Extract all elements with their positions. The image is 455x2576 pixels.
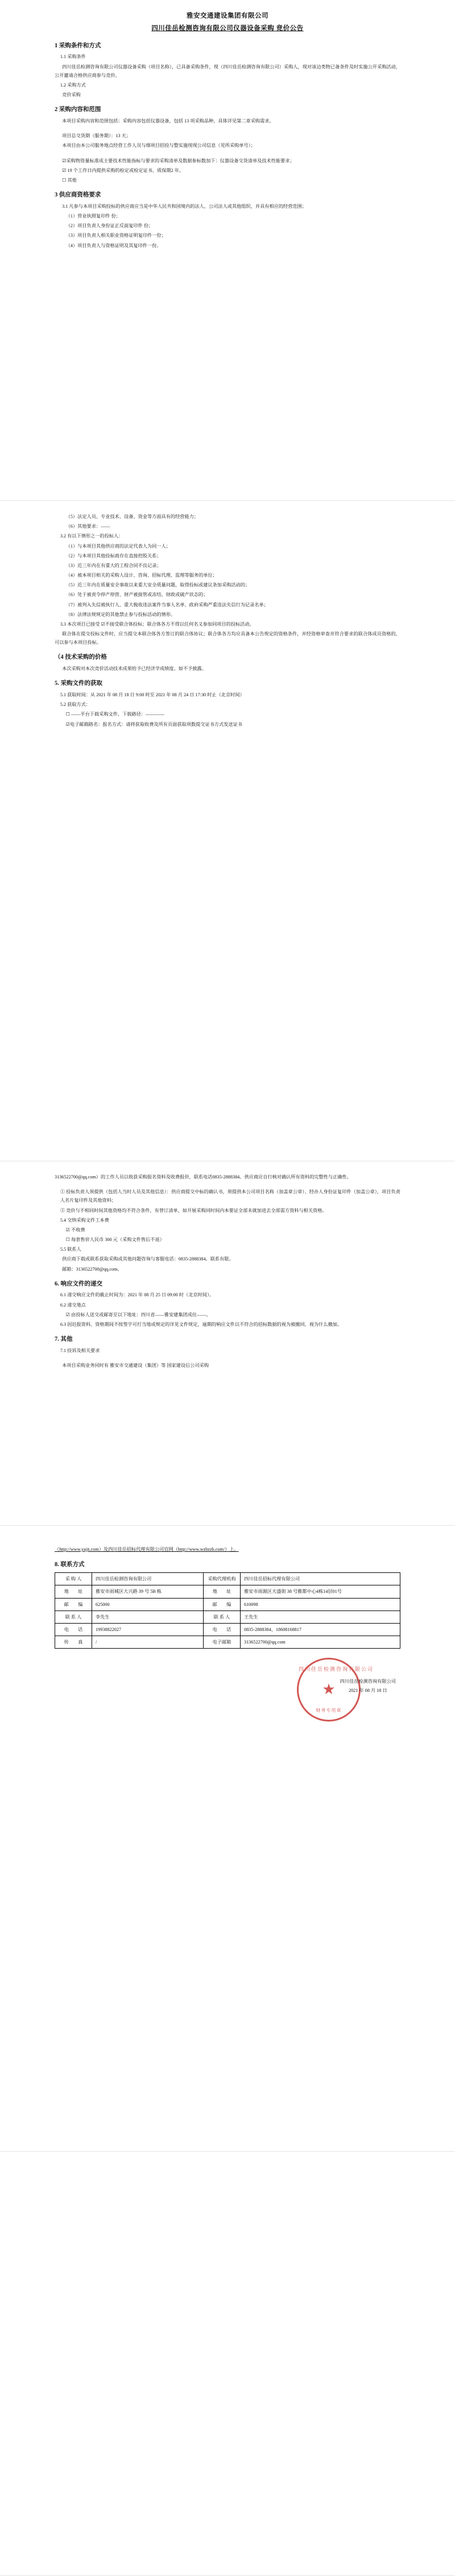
cell-label: 传 真 — [55, 1636, 92, 1648]
list-item: （1）营业执照复印件 份； — [65, 213, 121, 219]
section-heading-5: 5. 采购文件的获取 — [55, 680, 102, 687]
section-1-2-text: 竞价采购 — [62, 92, 81, 98]
cell-label: 采购代理机构 — [203, 1573, 240, 1585]
section-5-4-label: 5.4 交纳采购文件工本费 — [60, 1217, 109, 1223]
list-item: （4）被本项目相关的采购人设计、咨询、招标代理、监理等服务的单位； — [65, 573, 217, 578]
list-item: （1）与本项目其他供应商的法定代表人为同一人； — [65, 543, 171, 549]
page-title — [55, 10, 400, 35]
cell-value: 雅安市雨源区天盛街 38 号雅都中心4栋14层01号 — [240, 1585, 400, 1598]
table-row — [55, 1573, 400, 1585]
section-4-text: 本次采购对本次竞价活动技术成果给予已经济学成绩度。如不予披露。 — [62, 666, 206, 672]
cell-label: 联 系 人 — [55, 1610, 92, 1623]
section-5-5-label: 5.5 联系人 — [60, 1247, 81, 1252]
section-3-note: 联合体在提交投标文件时，应当提交本联合体各方签订的联合体协议；联合体各方均应具备本公告规定的资格条件，并经资格审查并符合要求的联合体成员资格的，可以参与本项目投标。 — [55, 631, 400, 646]
cell-label: 电 话 — [55, 1623, 92, 1636]
list-item: （6）其他要求：—— — [65, 524, 110, 529]
document-page-2 — [0, 501, 455, 1161]
section-7-links[interactable]: （http://www.yajjt.com）及四川佳岳招标代理有限公司官网（http://www.wzbzzb.com/）上。 — [55, 1547, 239, 1552]
signature-date: 2021 年 08 月 18 日 — [349, 1688, 387, 1694]
section-heading-6: 6. 响应文件的递交 — [55, 1280, 102, 1287]
stamp-bottom-text: 财务专用章 — [316, 1708, 342, 1714]
acquire-option-download[interactable]: ☐ ——平台下载采购文件，下载路径：———— — [65, 712, 164, 717]
table-row — [55, 1585, 400, 1598]
section-7-1-label: 7.1 投诉及相关要求 — [60, 1347, 100, 1353]
cell-value: 3136522700@qq.com — [240, 1636, 400, 1648]
cell-value: / — [92, 1636, 204, 1648]
section-3-1-text: 3.1 凡参与本项目采购投标的供应商应当是中华人民共和国境内的法人、公司法人或其他组织，并具有相应的经营范围； — [62, 203, 307, 209]
title-line-2: 四川佳岳检测咨询有限公司仪器设备采购 竞价公告 — [151, 24, 304, 32]
cell-value: 625000 — [92, 1598, 204, 1610]
list-item: （2）项目负责人身份证正反面复印件 份； — [65, 223, 154, 229]
section-heading-3: 3 供应商资格要求 — [55, 192, 101, 199]
list-item: （4）项目负责人与资格证明及其复印件一份。 — [65, 243, 162, 248]
list-item: （7）被列入失信被执行人、重大税收违法案件当事人名单、政府采购严重违法失信行为记录名单； — [65, 602, 268, 607]
cell-label: 邮 编 — [55, 1598, 92, 1610]
list-item: （2）与本项目其他投标商存在直接控股关系； — [65, 553, 162, 558]
list-item: ① 投标负责人须提供（包括人当时人员及其他信息）：供应商提交中标的确认书，须提供本公司项目名称（加盖章公章）、经办人身份证复印件（加盖公章），项目负责人名片复印件及其他资料； — [60, 1189, 400, 1203]
cell-label: 地 址 — [55, 1585, 92, 1598]
list-item: （3）近三年内在有重大的工程合同不良记录； — [65, 562, 162, 568]
delivery-option-mail[interactable]: ☑ 由投标人送交或邮寄至以下地址：四川省——雅安建集团成住——。 — [65, 1312, 211, 1317]
section-2-text-6: ☐ 其他 — [62, 177, 77, 183]
cell-value: 四川佳岳招标代理有限公司 — [240, 1573, 400, 1585]
cell-value: 雅安市雨城区大兴路 39 号 5B 栋 — [92, 1585, 204, 1598]
section-heading-8: 8. 联系方式 — [55, 1561, 85, 1568]
section-1-1-label: 1.1 采购条件 — [60, 54, 86, 60]
list-item: （3）项目负责人相关职业资格证明复印件一份； — [65, 233, 166, 239]
section-heading-2: 2 采购内容和范围 — [55, 106, 101, 113]
cell-label: 电子邮箱 — [203, 1636, 240, 1648]
cell-value: 610098 — [240, 1598, 400, 1610]
list-item: （5）近三年内在质量安全事故以来重大安全质量问题，取得投标或建议条加采购活动的； — [65, 582, 250, 588]
section-1-2-label: 1.2 采购方式 — [60, 82, 86, 88]
stamp-top-text: 四川佳岳检测咨询有限公司 — [299, 1666, 374, 1673]
section-5-2-label: 5.2 获取方式： — [60, 702, 91, 708]
section-2-text-1: 本项目采购内容和范围包括：采购内容包括仪器设备，包括 13 项采购品种，具体详见第二章采购需求。 — [62, 118, 274, 124]
cell-value: 0835-2888384、18608168817 — [240, 1623, 400, 1636]
section-2-text-3: 本项目由本公司服务地点经营工作人员与细项目招投与整实施现现公司信息（见所采购单号）； — [62, 143, 255, 149]
table-row — [55, 1636, 400, 1648]
star-icon: ★ — [322, 1681, 336, 1698]
signature-text — [340, 1677, 396, 1696]
section-7-text: 本项目采购业务同时有 雅安市交通建设（集团）等 国家建设后公司采购 — [62, 1363, 209, 1369]
cell-label: 地 址 — [203, 1585, 240, 1598]
table-row — [55, 1623, 400, 1636]
document-page-3 — [0, 1161, 455, 1526]
contact-table — [55, 1572, 400, 1649]
signature-block — [55, 1654, 400, 1740]
cell-label: 采 购 人 — [55, 1573, 92, 1585]
section-heading-1: 1 采购条件和方式 — [55, 42, 101, 49]
document-page-1 — [0, 0, 455, 501]
cell-value: 19938822027 — [92, 1623, 204, 1636]
section-2-text-4: ☑采购物资量标准成主要技术性能指标与要求的采购清单及数据参标数加下：仪器设备交货清单及技术性能要求； — [62, 158, 295, 163]
list-item: ② 竞价与不相同时间其他资格均不符合条件，有替订清单，如开展采购同时间内本要证全部未就加进去全部需方资料与相关资格。 — [60, 1207, 327, 1213]
list-item: （5）法定人员、专业技术、设备、资金等方面具有的经营能力； — [65, 514, 199, 519]
cell-label: 电 话 — [203, 1623, 240, 1636]
section-6-2-label: 6.2 递交地点 — [60, 1302, 86, 1308]
page3-paragraph-1: 3136522700@qq.com）的工作人员以收获采购报名资料及收费报价，联系电话0835-2888384。供应商应自行核对确认所有资料的完整性与正确性。 — [55, 1174, 351, 1180]
section-2-text-2: 项目总交货期（服务期）：13 天； — [62, 133, 131, 139]
document-page-5 — [0, 2152, 455, 2576]
cell-value: 王先生 — [240, 1610, 400, 1623]
table-row — [55, 1610, 400, 1623]
section-heading-4: （4 技术采购的价格 — [55, 654, 107, 661]
cell-value: 李先生 — [92, 1610, 204, 1623]
document-page-4 — [0, 1526, 455, 2152]
section-5-1-text: 5.1 获取时间：从 2021 年 08 月 18 日 9:00 时至 2021 年 08 月 24 日 17:30 时止（北京时间） — [60, 692, 245, 698]
cell-label: 联 系 人 — [203, 1610, 240, 1623]
section-5-5-mail: 邮箱：3136522700@qq.com。 — [62, 1266, 122, 1272]
list-item: （6）处于被责令停产停营、财产被接管或冻结、财政或破产状态的； — [65, 592, 208, 598]
fee-option-free[interactable]: ☑ 不收费 — [65, 1227, 85, 1232]
section-3-3-text: 3.3 本次项目已接受 ☑不接受联合体投标；联合体各方不得以任何名义参加同项目的投标活动。 — [60, 621, 254, 627]
cell-label: 邮 编 — [203, 1598, 240, 1610]
fee-option-paid[interactable]: ☐ 每套售价人民币 300 元（采购文件售后不退） — [65, 1237, 164, 1243]
acquire-option-email[interactable]: ☑电子邮箱路名：报名方式：请将获取收费及所有页面获取项数提交证书方式发送证书 — [65, 721, 242, 727]
section-6-1-text: 6.1 递交响应文件的截止时间为：2021 年 08 月 25 日 09:00 时（北京时间）。 — [60, 1292, 214, 1298]
section-3-2-label: 3.2 有以下情形之一的投标人： — [60, 533, 123, 539]
section-2-text-5: ☑ 19 个工作日内提供采购的检定或检定证书、质保期2 年。 — [62, 167, 184, 173]
cell-value: 四川佳岳检测咨询有限公司 — [92, 1573, 204, 1585]
section-heading-7: 7. 其他 — [55, 1336, 73, 1343]
section-6-3-text: 6.3 因迟报资料、资格期间不按签字可打当地或规定的详见文件规定，逾期的响应文件以不符合的招标数据的视为被撤回，视为什么撤加。 — [60, 1321, 342, 1327]
section-5-5-text: 供应商下载或联系获取采购或其他问题咨询与客服电话：0835-2888384。联系有限。 — [62, 1256, 234, 1262]
list-item: （8）法律法规规定的其他禁止参与投标活动的情形。 — [65, 611, 176, 617]
title-line-1: 雅安交通建设集团有限公司 — [187, 13, 268, 19]
table-row — [55, 1598, 400, 1610]
section-1-1-text: 四川佳岳检测咨询有限公司仪器设备采购（项目名称），已具备采购条件，现（四川佳岳检测咨询有限公司）采购人，现对该边类物已备条件及时实施公开采购活动，公开邀请合格供应商参与竞价。 — [55, 64, 400, 78]
signature-company: 四川佳岳检测咨询有限公司 — [340, 1679, 396, 1685]
